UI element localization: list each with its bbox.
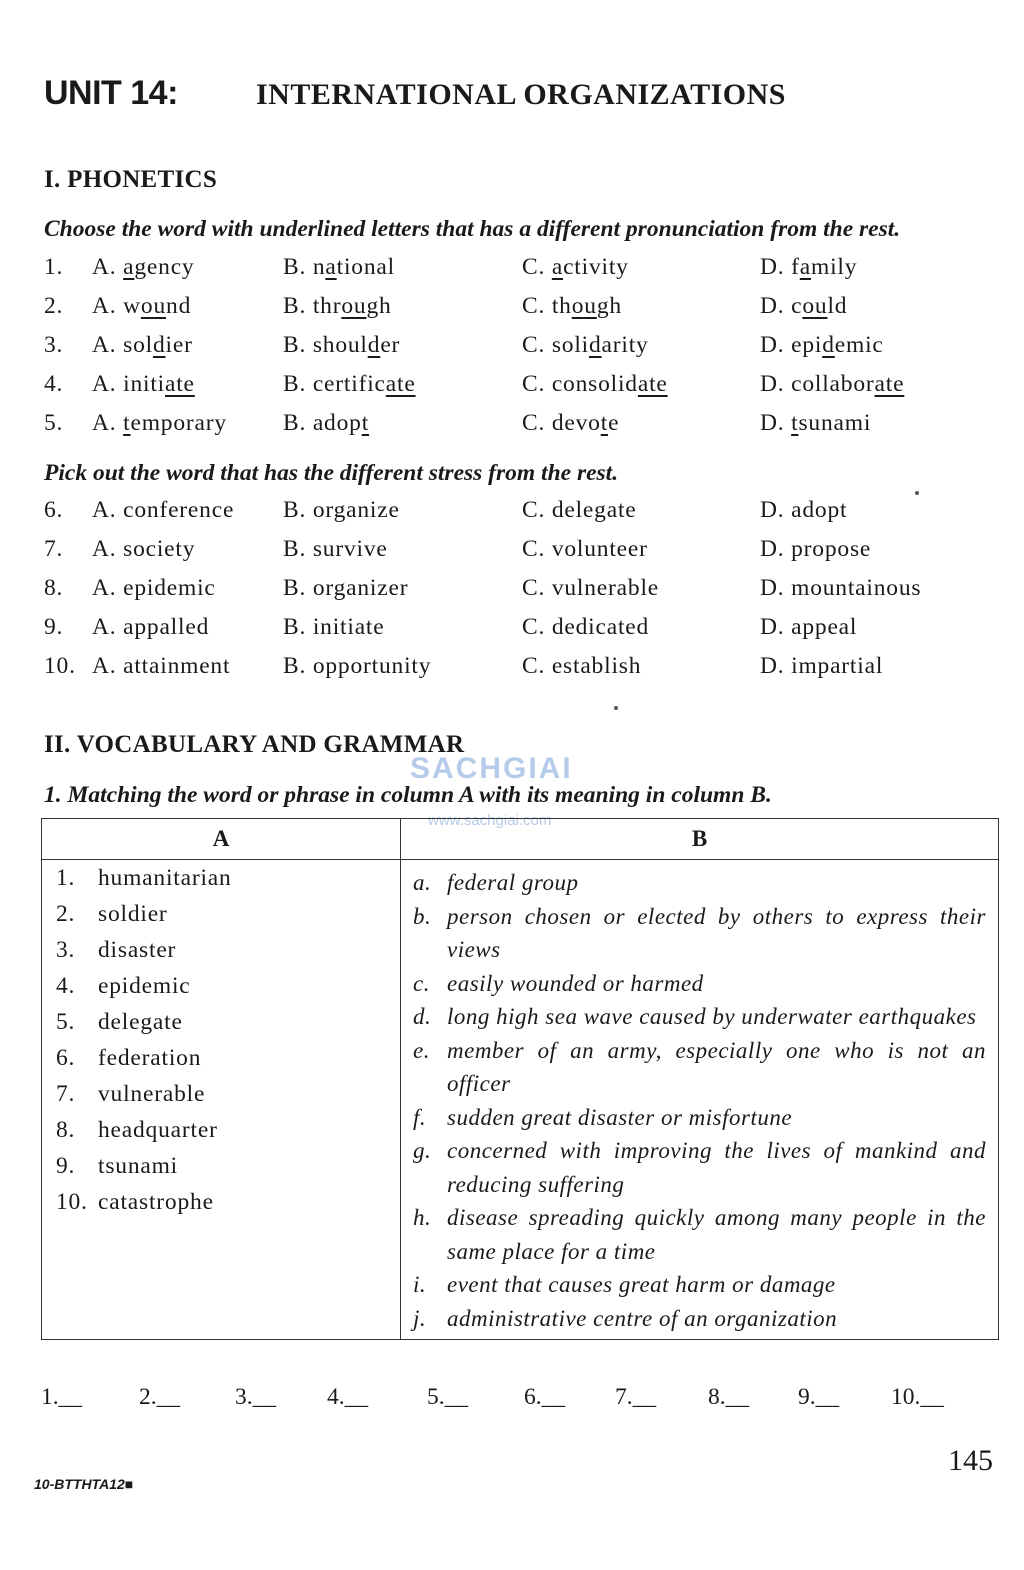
item-word: catastrophe: [98, 1189, 214, 1215]
question-number: 3.: [44, 332, 64, 358]
option-text-after: er: [380, 332, 401, 358]
column-b-item: [413, 900, 986, 967]
item-meaning: sudden great disaster or misfortune: [447, 1104, 793, 1130]
column-b: [401, 860, 999, 1340]
underlined-letters: t: [600, 410, 609, 436]
column-a-item: [42, 1081, 400, 1117]
column-a-list: [42, 860, 400, 1225]
option-b: B. opportunity: [283, 653, 432, 679]
option-c: [522, 293, 622, 320]
unit-heading: [44, 74, 786, 113]
option-text-before: D.: [760, 410, 792, 436]
option-text-after: e: [608, 410, 620, 436]
option-text-before: B. n: [283, 254, 326, 280]
option-d: [760, 293, 847, 320]
item-word: soldier: [98, 901, 168, 927]
underlined-letters: d: [822, 332, 835, 358]
option-c: C. dedicated: [522, 614, 650, 640]
item-meaning: member of an army, especially one who is not an officer: [447, 1037, 986, 1096]
question-row: [44, 293, 1004, 325]
item-meaning: disease spreading quickly among many people in the same place for a time: [447, 1205, 986, 1264]
option-b: B. organize: [283, 497, 400, 523]
item-letter: a.: [413, 870, 432, 895]
question-row: [44, 536, 1004, 568]
option-text-before: A.: [92, 254, 124, 280]
option-c: [522, 332, 649, 359]
scan-speck: [915, 491, 919, 495]
watermark-url: www.sachgiai.com: [428, 812, 552, 829]
item-number: 2.: [56, 901, 76, 927]
question-row: [44, 371, 1004, 403]
item-letter: g.: [413, 1138, 432, 1163]
option-text-before: A. initi: [92, 371, 165, 397]
column-b-item: [413, 1134, 986, 1201]
item-word: epidemic: [98, 973, 191, 999]
answer-blank: 1.__: [41, 1384, 83, 1410]
option-a: [92, 410, 227, 437]
option-a: A. epidemic: [92, 575, 216, 601]
option-text-before: C. th: [522, 293, 572, 319]
item-letter: c.: [413, 970, 430, 996]
option-a: A. appalled: [92, 614, 210, 640]
column-a-item: [42, 1009, 400, 1045]
column-b-item: [413, 1302, 986, 1336]
underlined-letters: t: [361, 410, 370, 436]
option-b: B. initiate: [283, 614, 385, 640]
underlined-letters: ate: [385, 371, 416, 397]
option-text-before: B. adop: [283, 410, 362, 436]
item-word: disaster: [98, 937, 177, 963]
item-letter: d.: [413, 1004, 432, 1029]
option-a: A. attainment: [92, 653, 231, 679]
option-d: D. adopt: [760, 497, 848, 523]
underlined-letters: ate: [874, 371, 905, 397]
question-row: [44, 410, 1004, 442]
option-text-after: nd: [166, 293, 192, 319]
option-text-before: D. collabor: [760, 371, 875, 397]
item-number: 6.: [56, 1045, 76, 1071]
answer-blank: 5.__: [427, 1384, 469, 1410]
item-number: 9.: [56, 1153, 76, 1179]
option-b: [283, 254, 395, 281]
phonetics-instruction-2: Pick out the word that has the different stress from the rest.: [44, 460, 619, 486]
underlined-letters: t: [791, 410, 799, 436]
option-text-before: D. epi: [760, 332, 823, 358]
column-b-item: [413, 866, 986, 900]
item-word: delegate: [98, 1009, 183, 1035]
column-b-item: [413, 1034, 986, 1101]
option-text-after: ier: [165, 332, 193, 358]
item-meaning: event that causes great harm or damage: [447, 1272, 836, 1297]
phonetics-heading: I. PHONETICS: [44, 166, 218, 193]
question-number: 4.: [44, 371, 64, 397]
underlined-letters: t: [123, 410, 131, 436]
option-text-before: B. thr: [283, 293, 342, 319]
item-word: humanitarian: [98, 865, 232, 891]
answer-blank: 10.__: [891, 1384, 944, 1410]
option-d: D. propose: [760, 536, 872, 562]
item-meaning: administrative centre of an organization: [447, 1305, 838, 1331]
option-b: [283, 332, 400, 359]
item-letter: e.: [413, 1037, 430, 1063]
column-a-header: A: [42, 819, 401, 860]
vocab-instruction: 1. Matching the word or phrase in column A with its meaning in column B.: [44, 782, 772, 808]
item-letter: j.: [413, 1305, 427, 1331]
underlined-letters: a: [325, 254, 337, 280]
vocab-heading: II. VOCABULARY AND GRAMMAR: [44, 731, 465, 758]
option-c: C. vulnerable: [522, 575, 659, 601]
column-a-item: [42, 901, 400, 937]
option-text-before: A. sol: [92, 332, 153, 358]
column-b-list: [401, 860, 998, 1339]
question-number: 2.: [44, 293, 64, 319]
underlined-letters: ou: [341, 293, 367, 319]
option-d: D. mountainous: [760, 575, 922, 601]
item-letter: h.: [413, 1205, 432, 1230]
column-b-item: [413, 1201, 986, 1268]
answer-blank: 7.__: [615, 1384, 657, 1410]
underlined-letters: ate: [165, 371, 195, 397]
item-number: 7.: [56, 1081, 76, 1107]
option-text-after: ld: [827, 293, 848, 319]
item-number: 10.: [56, 1189, 88, 1215]
item-letter: i.: [413, 1272, 427, 1297]
question-row: [44, 332, 1004, 364]
option-text-before: D. f: [760, 254, 800, 280]
underlined-letters: ou: [802, 293, 828, 319]
item-meaning: person chosen or elected by others to express their views: [447, 903, 986, 962]
option-text-after: gh: [366, 293, 392, 319]
item-meaning: federal group: [447, 870, 579, 895]
option-text-after: ctivity: [563, 254, 629, 280]
option-text-before: D. c: [760, 293, 803, 319]
underlined-letters: d: [152, 332, 166, 358]
answer-blank: 9.__: [798, 1384, 840, 1410]
option-text-after: sunami: [798, 410, 872, 436]
question-row: [44, 614, 1004, 646]
option-text-after: emporary: [130, 410, 227, 436]
option-a: A. society: [92, 536, 196, 562]
question-row: [44, 653, 1004, 685]
option-text-after: mily: [810, 254, 858, 280]
option-text-before: A. w: [92, 293, 141, 319]
item-number: 5.: [56, 1009, 76, 1035]
answer-blank: 2.__: [139, 1384, 181, 1410]
option-text-after: emic: [834, 332, 884, 358]
footer-code: 10-BTTHTA12■: [34, 1476, 134, 1492]
option-b: [283, 410, 369, 437]
question-row: [44, 497, 1004, 529]
matching-table-body: [42, 860, 999, 1340]
unit-label: UNIT 14:: [44, 74, 178, 112]
question-number: 5.: [44, 410, 64, 436]
item-letter: b.: [413, 903, 432, 929]
option-text-before: B. shoul: [283, 332, 368, 358]
option-text-before: C. consolid: [522, 371, 638, 397]
option-c: C. establish: [522, 653, 642, 679]
column-b-item: [413, 1000, 986, 1034]
column-a-item: [42, 937, 400, 973]
option-text-before: A.: [92, 410, 124, 436]
underlined-letters: a: [551, 254, 564, 280]
answer-blank: 8.__: [708, 1384, 750, 1410]
question-number: 1.: [44, 254, 64, 280]
column-b-header: B: [401, 819, 999, 860]
item-meaning: concerned with improving the lives of mankind and reducing suffering: [447, 1138, 986, 1197]
option-d: D. impartial: [760, 653, 884, 679]
option-b: [283, 371, 416, 398]
column-a-item: [42, 1189, 400, 1225]
answer-blank: 4.__: [327, 1384, 369, 1410]
option-a: [92, 332, 193, 359]
item-word: headquarter: [98, 1117, 218, 1143]
option-d: [760, 371, 904, 398]
option-text-before: C. soli: [522, 332, 589, 358]
option-c: [522, 410, 619, 437]
option-text-before: C. devo: [522, 410, 601, 436]
underlined-letters: d: [588, 332, 602, 358]
question-number: 8.: [44, 575, 64, 601]
column-a: [42, 860, 401, 1340]
answer-blank: 6.__: [524, 1384, 566, 1410]
item-word: tsunami: [98, 1153, 179, 1179]
underlined-letters: a: [799, 254, 811, 280]
item-number: 1.: [56, 865, 76, 891]
column-a-item: [42, 1045, 400, 1081]
phonetics-instruction-1: Choose the word with underlined letters that has a different pronunciation from the rest.: [44, 216, 901, 242]
option-a: [92, 293, 191, 320]
column-a-item: [42, 1117, 400, 1153]
option-a: [92, 371, 195, 398]
option-d: [760, 410, 871, 437]
column-b-item: [413, 1101, 986, 1135]
answer-blank: 3.__: [235, 1384, 277, 1410]
option-text-after: arity: [601, 332, 649, 358]
item-word: federation: [98, 1045, 202, 1071]
unit-title: INTERNATIONAL ORGANIZATIONS: [256, 78, 786, 111]
page-number: 145: [948, 1444, 993, 1477]
question-number: 10.: [44, 653, 76, 679]
item-number: 4.: [56, 973, 76, 999]
underlined-letters: ou: [571, 293, 597, 319]
column-a-item: [42, 865, 400, 901]
item-word: vulnerable: [98, 1081, 206, 1107]
column-b-item: [413, 967, 986, 1001]
option-b: [283, 293, 392, 320]
item-number: 8.: [56, 1117, 76, 1143]
column-a-item: [42, 973, 400, 1009]
column-a-item: [42, 1153, 400, 1189]
item-letter: f.: [413, 1104, 427, 1130]
column-b-item: [413, 1268, 986, 1302]
option-text-after: gency: [134, 254, 195, 280]
matching-table: [41, 818, 999, 1340]
question-number: 6.: [44, 497, 64, 523]
item-meaning: easily wounded or harmed: [447, 970, 704, 996]
option-text-before: C.: [522, 254, 552, 280]
option-text-after: tional: [336, 254, 395, 280]
question-number: 7.: [44, 536, 64, 562]
question-number: 9.: [44, 614, 64, 640]
option-c: [522, 254, 629, 281]
option-b: B. survive: [283, 536, 388, 562]
underlined-letters: d: [367, 332, 381, 358]
option-a: [92, 254, 194, 281]
watermark-logo: SACHGIAI: [410, 752, 573, 785]
option-d: D. appeal: [760, 614, 858, 640]
option-d: [760, 332, 884, 359]
option-c: C. delegate: [522, 497, 637, 523]
scan-speck: [614, 706, 618, 710]
matching-table-header: [42, 819, 999, 860]
option-c: C. volunteer: [522, 536, 648, 562]
option-text-after: gh: [596, 293, 622, 319]
item-meaning: long high sea wave caused by underwater earthquakes: [447, 1004, 977, 1029]
underlined-letters: a: [123, 254, 135, 280]
item-number: 3.: [56, 937, 76, 963]
option-text-before: B. certific: [283, 371, 386, 397]
question-row: [44, 575, 1004, 607]
underlined-letters: ou: [140, 293, 167, 319]
question-row: [44, 254, 1004, 286]
option-c: [522, 371, 668, 398]
option-d: [760, 254, 857, 281]
underlined-letters: ate: [637, 371, 668, 397]
option-a: A. conference: [92, 497, 235, 523]
option-b: B. organizer: [283, 575, 409, 601]
